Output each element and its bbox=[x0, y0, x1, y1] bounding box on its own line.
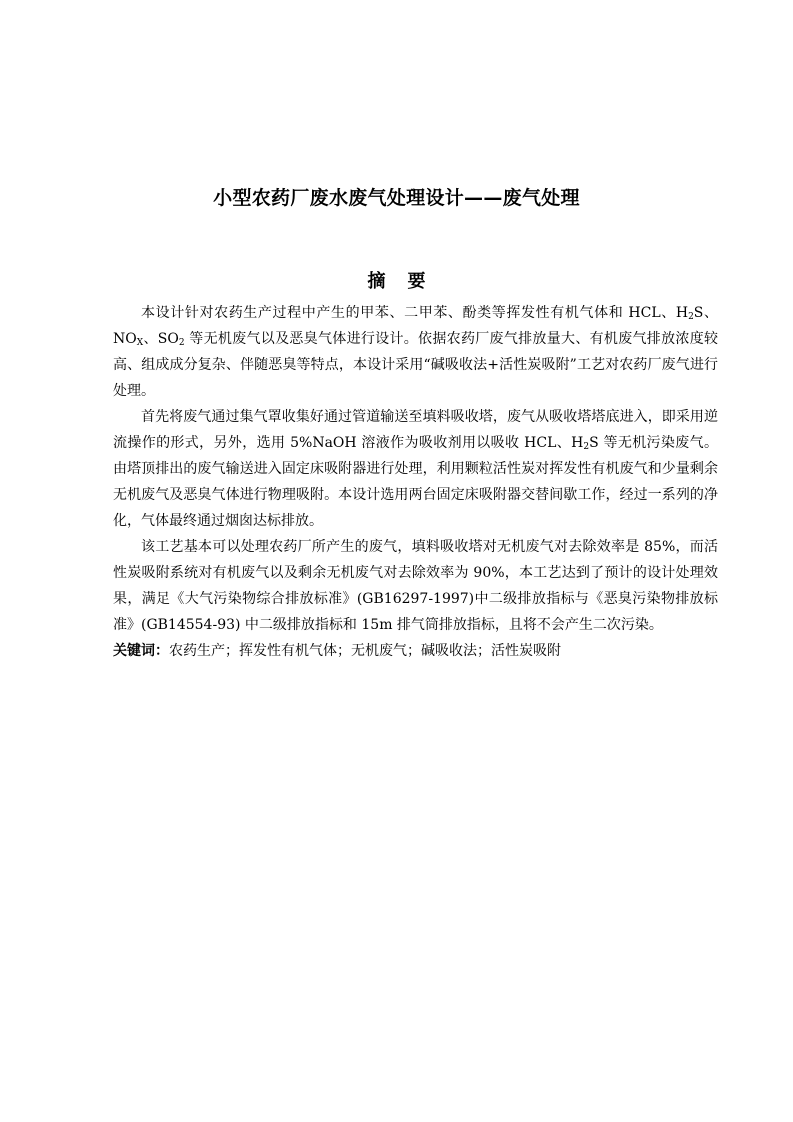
keywords-text: 农药生产；挥发性有机气体；无机废气；碱吸收法；活性炭吸附 bbox=[169, 643, 561, 659]
abstract-body bbox=[113, 300, 718, 664]
keywords-label: 关键词： bbox=[113, 643, 169, 659]
p1-subscript-2: X bbox=[136, 338, 144, 348]
abstract-heading-char-1: 摘 bbox=[367, 271, 386, 292]
p1-text-d: 等无机废气以及恶臭气体进行设计。依据农药厂废气排放量大、有机废气排放浓度较高、组成成分复杂、伴随恶臭等特点，本设计采用“碱吸收法+活性炭吸附”工艺对农药厂废气进行处理。 bbox=[113, 331, 718, 399]
p2-subscript-1: 2 bbox=[583, 442, 590, 452]
abstract-paragraph-3: 该工艺基本可以处理农药厂所产生的废气，填料吸收塔对无机废气对去除效率是 85%，而活性炭吸附系统对有机废气以及剩余无机废气对去除效率为 90%，本工艺达到了预计的设计处理效果，满足《大气污染物综合排放标准》(GB16297-1997)中二级排放指标与《恶臭污染物排放标准》(GB14554-93) 中二级排放指标和 15m 排气筒排放指标，且将不会产生二次污染。 bbox=[113, 539, 718, 633]
keywords-line bbox=[113, 638, 718, 664]
p1-text-b: S、NO bbox=[113, 305, 719, 347]
abstract-heading-char-2: 要 bbox=[407, 271, 426, 292]
abstract-paragraph-2 bbox=[113, 404, 718, 534]
abstract-heading bbox=[0, 268, 793, 296]
p1-subscript-1: 2 bbox=[688, 312, 694, 322]
p2-text-b: S 等无机污染废气。由塔顶排出的废气输送进入固定床吸附器进行处理，利用颗粒活性炭对挥发性有机废气和少量剩余无机废气及恶臭气体进行物理吸附。本设计选用两台固定床吸附器交替间歇工作，经过一系列的净化，气体最终通过烟囱达标排放。 bbox=[113, 435, 718, 529]
p1-subscript-3: 2 bbox=[178, 338, 185, 348]
p1-text-c: 、SO bbox=[143, 331, 179, 347]
p1-text-a: 本设计针对农药生产过程中产生的甲苯、二甲苯、酚类等挥发性有机气体和 HCL、H bbox=[141, 305, 689, 321]
p2-text-a: 首先将废气通过集气罩收集好通过管道输送至填料吸收塔，废气从吸收塔塔底进入，即采用逆流操作的形式，另外，选用 5%NaOH 溶液作为吸收剂用以吸收 HCL、H bbox=[113, 409, 718, 451]
abstract-paragraph-1 bbox=[113, 300, 718, 404]
document-title: 小型农药厂废水废气处理设计——废气处理 bbox=[213, 187, 580, 209]
